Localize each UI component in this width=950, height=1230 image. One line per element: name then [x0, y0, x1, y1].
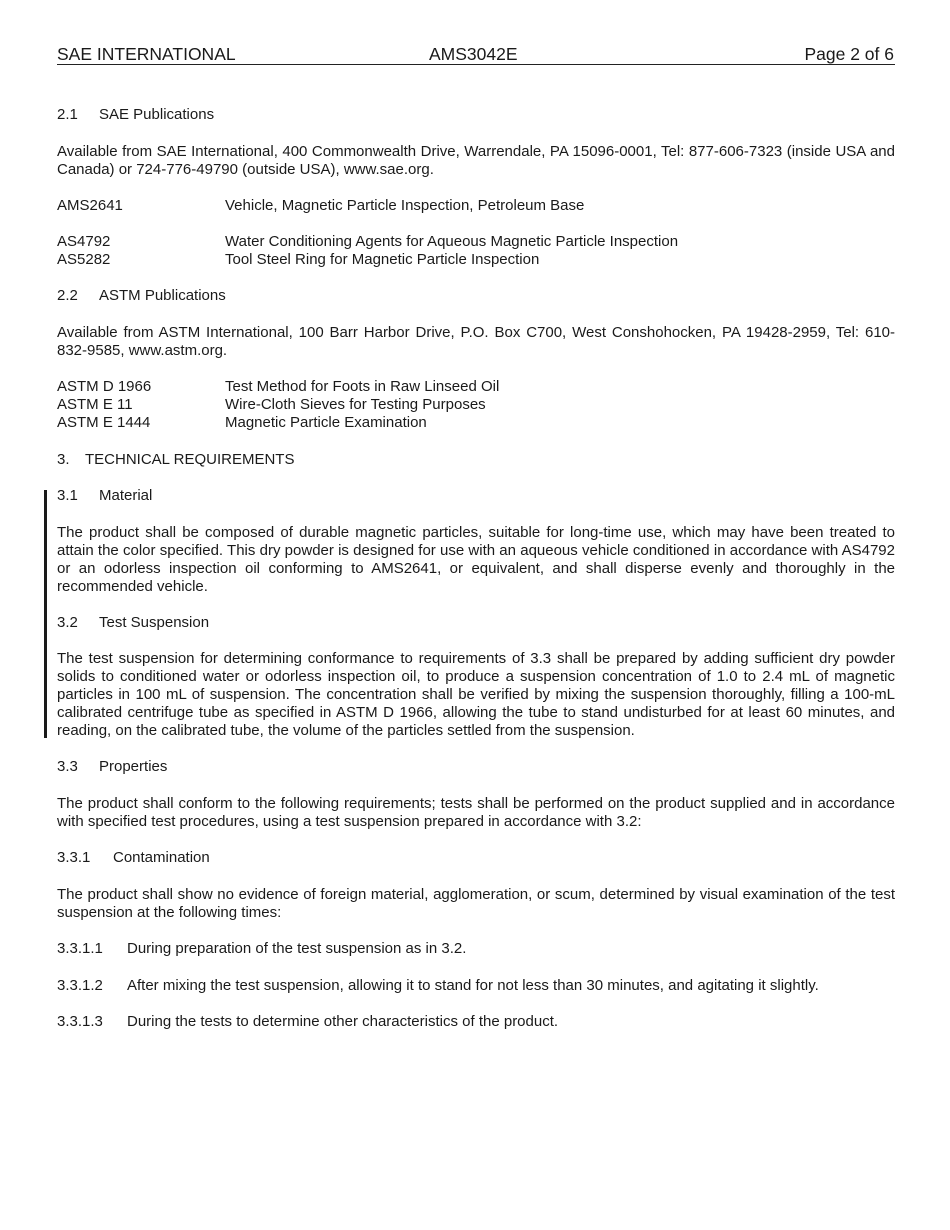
list-item — [57, 977, 895, 995]
section-3-1-paragraph: The product shall be composed of durable magnetic particles, suitable for long-time use, which may have been treated to attain the color specified. This dry powder is designed for use with an aqueous vehicle conditioned in accordance with AS4792 or an odorless inspection oil conforming to AMS2641, or equivalent, and shall disperse evenly and thoroughly in the recommended vehicle. — [57, 524, 895, 595]
header-document-number: AMS3042E — [429, 44, 518, 64]
reference-title: Vehicle, Magnetic Particle Inspection, Petroleum Base — [225, 197, 585, 214]
item-text: After mixing the test suspension, allowing it to stand for not less than 30 minutes, and agitating it slightly. — [127, 977, 819, 994]
section-3-2-paragraph: The test suspension for determining conformance to requirements of 3.3 shall be prepared by adding sufficient dry powder solids to conditioned water or odorless inspection oil, to produce a suspension concentration of 1.0 to 2.4 mL of magnetic particles in 100 mL of suspension. The concentration shall be verified by mixing the suspension thoroughly, filling a 100-mL calibrated centrifuge tube as specified in ASTM D 1966, allowing the tube to stand undisturbed for at least 60 minutes, and reading, on the calibrated tube, the volume of the particles settled from the suspension. — [57, 650, 895, 739]
reference-row — [57, 251, 895, 269]
header-organization: SAE INTERNATIONAL — [57, 44, 236, 64]
reference-code: AS5282 — [57, 251, 111, 268]
section-3-3-paragraph: The product shall conform to the following requirements; tests shall be performed on the product supplied and in accordance with specified test procedures, using a test suspension prepared in accordance with 3.2: — [57, 795, 895, 830]
section-3-heading — [57, 451, 895, 469]
list-item — [57, 940, 895, 958]
item-number: 3.3.1.1 — [57, 940, 103, 957]
section-title: TECHNICAL REQUIREMENTS — [85, 451, 295, 468]
section-number: 3.3 — [57, 758, 78, 775]
section-2-1-heading — [57, 106, 895, 124]
section-title: Test Suspension — [99, 614, 210, 631]
item-number: 3.3.1.2 — [57, 977, 103, 994]
section-2-2-paragraph: Available from ASTM International, 100 Barr Harbor Drive, P.O. Box C700, West Conshohocken, PA 19428-2959, Tel: 610-832-9585, www.astm.org. — [57, 324, 895, 359]
page-header — [57, 44, 895, 65]
reference-row — [57, 396, 895, 414]
section-2-1-paragraph: Available from SAE International, 400 Commonwealth Drive, Warrendale, PA 15096-0001, Tel: 877-606-7323 (inside USA and Canada) or 724-776-49790 (outside USA), www.sae.org. — [57, 143, 895, 178]
section-number: 3. — [57, 451, 70, 468]
section-number: 3.3.1 — [57, 849, 91, 866]
section-3-3-1-paragraph: The product shall show no evidence of foreign material, agglomeration, or scum, determined by visual examination of the test suspension at the following times: — [57, 886, 895, 921]
section-title: Properties — [99, 758, 168, 775]
reference-title: Test Method for Foots in Raw Linseed Oil — [225, 378, 500, 395]
section-2-2-heading — [57, 287, 895, 305]
section-3-2-heading — [57, 614, 895, 632]
reference-code: ASTM D 1966 — [57, 378, 152, 395]
reference-title: Water Conditioning Agents for Aqueous Magnetic Particle Inspection — [225, 233, 679, 250]
reference-title: Tool Steel Ring for Magnetic Particle Inspection — [225, 251, 540, 268]
reference-row — [57, 233, 895, 251]
reference-row — [57, 378, 895, 396]
revision-bar — [44, 490, 47, 738]
section-number: 2.2 — [57, 287, 78, 304]
reference-code: AS4792 — [57, 233, 111, 250]
reference-title: Magnetic Particle Examination — [225, 414, 427, 431]
reference-row — [57, 414, 895, 432]
section-title: ASTM Publications — [99, 287, 226, 304]
section-number: 3.1 — [57, 487, 78, 504]
section-3-1-heading — [57, 487, 895, 505]
item-text: During the tests to determine other characteristics of the product. — [127, 1013, 559, 1030]
section-3-3-heading — [57, 758, 895, 776]
item-text: During preparation of the test suspension as in 3.2. — [127, 940, 467, 957]
reference-code: ASTM E 11 — [57, 396, 133, 413]
section-3-3-1-heading — [57, 849, 895, 867]
section-number: 2.1 — [57, 106, 78, 123]
section-title: SAE Publications — [99, 106, 215, 123]
list-item — [57, 1013, 895, 1031]
section-number: 3.2 — [57, 614, 78, 631]
reference-title: Wire-Cloth Sieves for Testing Purposes — [225, 396, 486, 413]
item-number: 3.3.1.3 — [57, 1013, 103, 1030]
reference-row — [57, 197, 895, 215]
section-title: Material — [99, 487, 153, 504]
section-title: Contamination — [113, 849, 210, 866]
reference-code: ASTM E 1444 — [57, 414, 151, 431]
header-page-number: Page 2 of 6 — [804, 44, 894, 64]
reference-code: AMS2641 — [57, 197, 123, 214]
